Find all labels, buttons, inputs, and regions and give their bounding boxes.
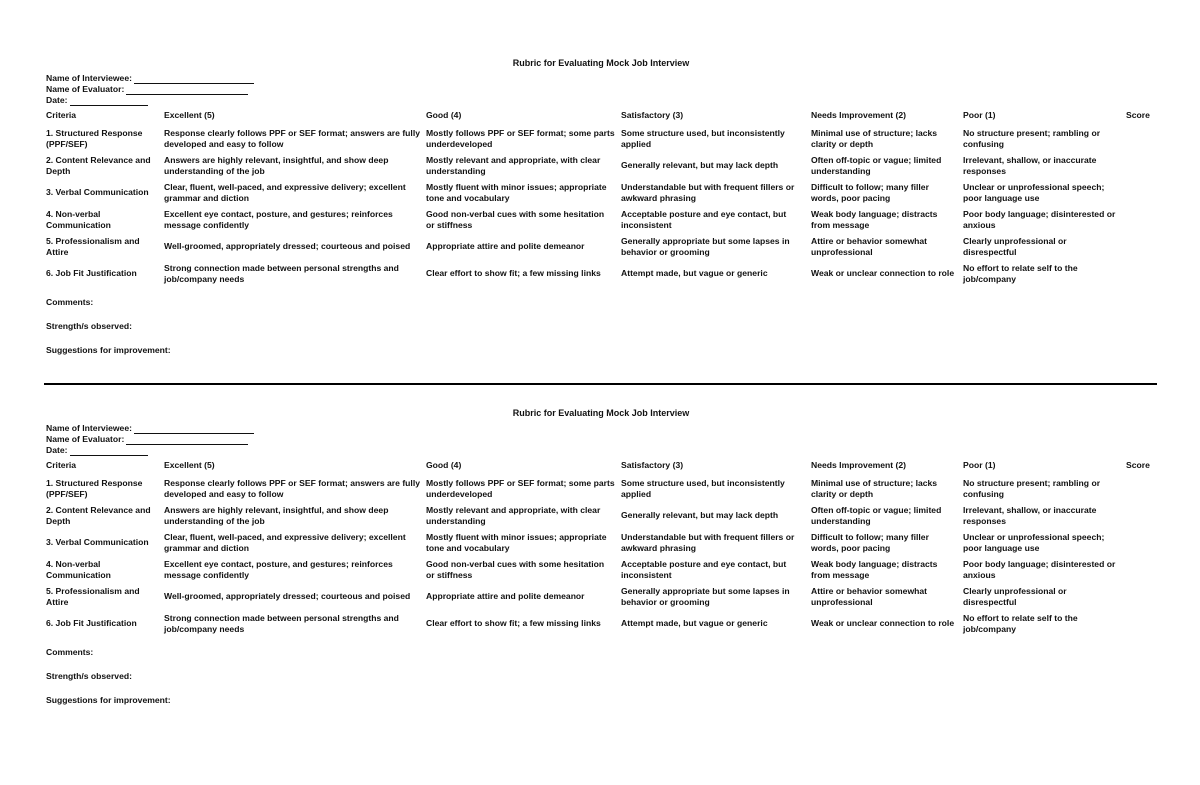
rubric-table — [46, 459, 1156, 637]
column-header: Poor (1) — [963, 460, 996, 470]
descriptor-cell: Response clearly follows PPF or SEF format; answers are fully developed and easy to follow — [164, 127, 420, 149]
table-row — [46, 179, 1156, 206]
descriptor-cell: Acceptable posture and eye contact, but inconsistent — [621, 208, 787, 230]
score-cell[interactable] — [1126, 206, 1156, 233]
criteria-cell: 2. Content Relevance and Depth — [46, 504, 151, 526]
table-row — [46, 152, 1156, 179]
descriptor-cell: Minimal use of structure; lacks clarity or depth — [811, 477, 938, 499]
descriptor-cell: Clearly unprofessional or disrespectful — [963, 235, 1067, 257]
form-field — [46, 423, 1156, 434]
rubric-sheet-bottom — [46, 408, 1156, 719]
descriptor-cell: Difficult to follow; many filler words, poor pacing — [811, 531, 929, 553]
descriptor-cell: Poor body language; disinterested or anxious — [963, 208, 1116, 230]
column-header: Criteria — [46, 110, 77, 120]
table-row — [46, 610, 1156, 637]
criteria-cell: 4. Non-verbal Communication — [46, 558, 111, 580]
field-label: Name of Evaluator: — [46, 84, 125, 94]
descriptor-cell: Some structure used, but inconsistently applied — [621, 477, 785, 499]
rubric-title: Rubric for Evaluating Mock Job Interview — [512, 408, 690, 418]
column-header: Needs Improvement (2) — [811, 460, 907, 470]
note-label: Comments: — [46, 297, 94, 307]
table-row — [46, 233, 1156, 260]
descriptor-cell: Excellent eye contact, posture, and gestures; reinforces message confidently — [164, 208, 393, 230]
rubric-sheet-top — [46, 58, 1156, 369]
descriptor-cell: Mostly fluent with minor issues; appropriate tone and vocabulary — [426, 531, 607, 553]
score-cell[interactable] — [1126, 125, 1156, 152]
descriptor-cell: Appropriate attire and polite demeanor — [426, 591, 585, 601]
descriptor-cell: Response clearly follows PPF or SEF format; answers are fully developed and easy to follow — [164, 477, 420, 499]
descriptor-cell: Weak or unclear connection to role — [811, 268, 955, 278]
fill-in-blank[interactable] — [126, 436, 248, 445]
descriptor-cell: Irrelevant, shallow, or inaccurate responses — [963, 504, 1097, 526]
descriptor-cell: Often off-topic or vague; limited understanding — [811, 154, 942, 176]
fill-in-blank[interactable] — [70, 447, 148, 456]
fill-in-blank[interactable] — [134, 75, 254, 84]
table-row — [46, 260, 1156, 287]
descriptor-cell: Irrelevant, shallow, or inaccurate responses — [963, 154, 1097, 176]
criteria-cell: 3. Verbal Communication — [46, 537, 149, 547]
descriptor-cell: Excellent eye contact, posture, and gestures; reinforces message confidently — [164, 558, 393, 580]
table-row — [46, 475, 1156, 502]
descriptor-cell: Strong connection made between personal strengths and job/company needs — [164, 612, 399, 634]
table-row — [46, 206, 1156, 233]
descriptor-cell: Generally appropriate but some lapses in behavior or grooming — [621, 235, 790, 257]
criteria-cell: 5. Professionalism and Attire — [46, 585, 140, 607]
column-header: Satisfactory (3) — [621, 110, 684, 120]
column-header: Score — [1126, 110, 1150, 120]
descriptor-cell: Weak body language; distracts from message — [811, 208, 938, 230]
score-cell[interactable] — [1126, 179, 1156, 206]
column-header: Score — [1126, 460, 1150, 470]
criteria-cell: 2. Content Relevance and Depth — [46, 154, 151, 176]
descriptor-cell: Good non-verbal cues with some hesitation or stiffness — [426, 558, 605, 580]
note-label: Strength/s observed: — [46, 671, 132, 681]
fill-in-blank[interactable] — [126, 86, 248, 95]
table-row — [46, 529, 1156, 556]
descriptor-cell: Poor body language; disinterested or anxious — [963, 558, 1116, 580]
descriptor-cell: Mostly follows PPF or SEF format; some parts underdeveloped — [426, 477, 615, 499]
form-field — [46, 95, 1156, 106]
descriptor-cell: Good non-verbal cues with some hesitation or stiffness — [426, 208, 605, 230]
descriptor-cell: Clear, fluent, well-paced, and expressive delivery; excellent grammar and diction — [164, 531, 406, 553]
score-cell[interactable] — [1126, 610, 1156, 637]
criteria-cell: 5. Professionalism and Attire — [46, 235, 140, 257]
criteria-cell: 4. Non-verbal Communication — [46, 208, 111, 230]
descriptor-cell: Mostly relevant and appropriate, with clear understanding — [426, 154, 601, 176]
criteria-cell: 3. Verbal Communication — [46, 187, 149, 197]
score-cell[interactable] — [1126, 152, 1156, 179]
descriptor-cell: Attire or behavior somewhat unprofessional — [811, 235, 928, 257]
rubric-table — [46, 109, 1156, 287]
field-label: Name of Interviewee: — [46, 423, 132, 433]
descriptor-cell: Clearly unprofessional or disrespectful — [963, 585, 1067, 607]
descriptor-cell: Attempt made, but vague or generic — [621, 268, 768, 278]
field-label: Name of Evaluator: — [46, 434, 125, 444]
notes-section — [46, 297, 1156, 369]
column-header: Satisfactory (3) — [621, 460, 684, 470]
criteria-cell: 6. Job Fit Justification — [46, 618, 137, 628]
descriptor-cell: Weak body language; distracts from message — [811, 558, 938, 580]
form-field — [46, 73, 1156, 84]
descriptor-cell: Mostly fluent with minor issues; appropriate tone and vocabulary — [426, 181, 607, 203]
section-divider — [44, 383, 1157, 385]
descriptor-cell: Minimal use of structure; lacks clarity or depth — [811, 127, 938, 149]
descriptor-cell: No structure present; rambling or confusing — [963, 127, 1101, 149]
rubric-title: Rubric for Evaluating Mock Job Interview — [512, 58, 690, 68]
descriptor-cell: No structure present; rambling or confusing — [963, 477, 1101, 499]
descriptor-cell: Appropriate attire and polite demeanor — [426, 241, 585, 251]
score-cell[interactable] — [1126, 529, 1156, 556]
score-cell[interactable] — [1126, 233, 1156, 260]
descriptor-cell: Clear effort to show fit; a few missing links — [426, 618, 601, 628]
descriptor-cell: Mostly relevant and appropriate, with clear understanding — [426, 504, 601, 526]
table-row — [46, 125, 1156, 152]
descriptor-cell: Understandable but with frequent fillers or awkward phrasing — [621, 531, 795, 553]
descriptor-cell: Well-groomed, appropriately dressed; courteous and poised — [164, 591, 411, 601]
column-header: Criteria — [46, 460, 77, 470]
descriptor-cell: Understandable but with frequent fillers or awkward phrasing — [621, 181, 795, 203]
descriptor-cell: Acceptable posture and eye contact, but inconsistent — [621, 558, 787, 580]
descriptor-cell: Mostly follows PPF or SEF format; some parts underdeveloped — [426, 127, 615, 149]
header-row — [46, 109, 1156, 125]
descriptor-cell: Strong connection made between personal strengths and job/company needs — [164, 262, 399, 284]
score-cell[interactable] — [1126, 583, 1156, 610]
descriptor-cell: Answers are highly relevant, insightful, and show deep understanding of the job — [164, 504, 389, 526]
form-field — [46, 445, 1156, 456]
table-row — [46, 583, 1156, 610]
fill-in-blank[interactable] — [134, 425, 254, 434]
header-row — [46, 459, 1156, 475]
criteria-cell: 6. Job Fit Justification — [46, 268, 137, 278]
field-label: Name of Interviewee: — [46, 73, 132, 83]
column-header: Excellent (5) — [164, 460, 215, 470]
descriptor-cell: Attempt made, but vague or generic — [621, 618, 768, 628]
descriptor-cell: Unclear or unprofessional speech; poor language use — [963, 181, 1105, 203]
notes-section — [46, 647, 1156, 719]
descriptor-cell: Attire or behavior somewhat unprofessional — [811, 585, 928, 607]
note-label: Comments: — [46, 647, 94, 657]
column-header: Good (4) — [426, 110, 462, 120]
form-field — [46, 84, 1156, 95]
descriptor-cell: Unclear or unprofessional speech; poor language use — [963, 531, 1105, 553]
table-row — [46, 556, 1156, 583]
descriptor-cell: Some structure used, but inconsistently applied — [621, 127, 785, 149]
fill-in-blank[interactable] — [70, 97, 148, 106]
descriptor-cell: Answers are highly relevant, insightful, and show deep understanding of the job — [164, 154, 389, 176]
column-header: Poor (1) — [963, 110, 996, 120]
descriptor-cell: Well-groomed, appropriately dressed; courteous and poised — [164, 241, 411, 251]
descriptor-cell: No effort to relate self to the job/company — [963, 262, 1078, 284]
score-cell[interactable] — [1126, 556, 1156, 583]
descriptor-cell: No effort to relate self to the job/company — [963, 612, 1078, 634]
score-cell[interactable] — [1126, 475, 1156, 502]
descriptor-cell: Clear, fluent, well-paced, and expressive delivery; excellent grammar and diction — [164, 181, 406, 203]
criteria-cell: 1. Structured Response (PPF/SEF) — [46, 127, 143, 149]
descriptor-cell: Difficult to follow; many filler words, poor pacing — [811, 181, 929, 203]
column-header: Excellent (5) — [164, 110, 215, 120]
table-row — [46, 502, 1156, 529]
descriptor-cell: Generally appropriate but some lapses in behavior or grooming — [621, 585, 790, 607]
descriptor-cell: Generally relevant, but may lack depth — [621, 510, 779, 520]
score-cell[interactable] — [1126, 260, 1156, 287]
criteria-cell: 1. Structured Response (PPF/SEF) — [46, 477, 143, 499]
note-label: Suggestions for improvement: — [46, 695, 171, 705]
descriptor-cell: Generally relevant, but may lack depth — [621, 160, 779, 170]
field-label: Date: — [46, 445, 68, 455]
descriptor-cell: Clear effort to show fit; a few missing links — [426, 268, 601, 278]
descriptor-cell: Weak or unclear connection to role — [811, 618, 955, 628]
column-header: Needs Improvement (2) — [811, 110, 907, 120]
column-header: Good (4) — [426, 460, 462, 470]
form-field — [46, 434, 1156, 445]
score-cell[interactable] — [1126, 502, 1156, 529]
field-label: Date: — [46, 95, 68, 105]
note-label: Suggestions for improvement: — [46, 345, 171, 355]
descriptor-cell: Often off-topic or vague; limited understanding — [811, 504, 942, 526]
note-label: Strength/s observed: — [46, 321, 132, 331]
